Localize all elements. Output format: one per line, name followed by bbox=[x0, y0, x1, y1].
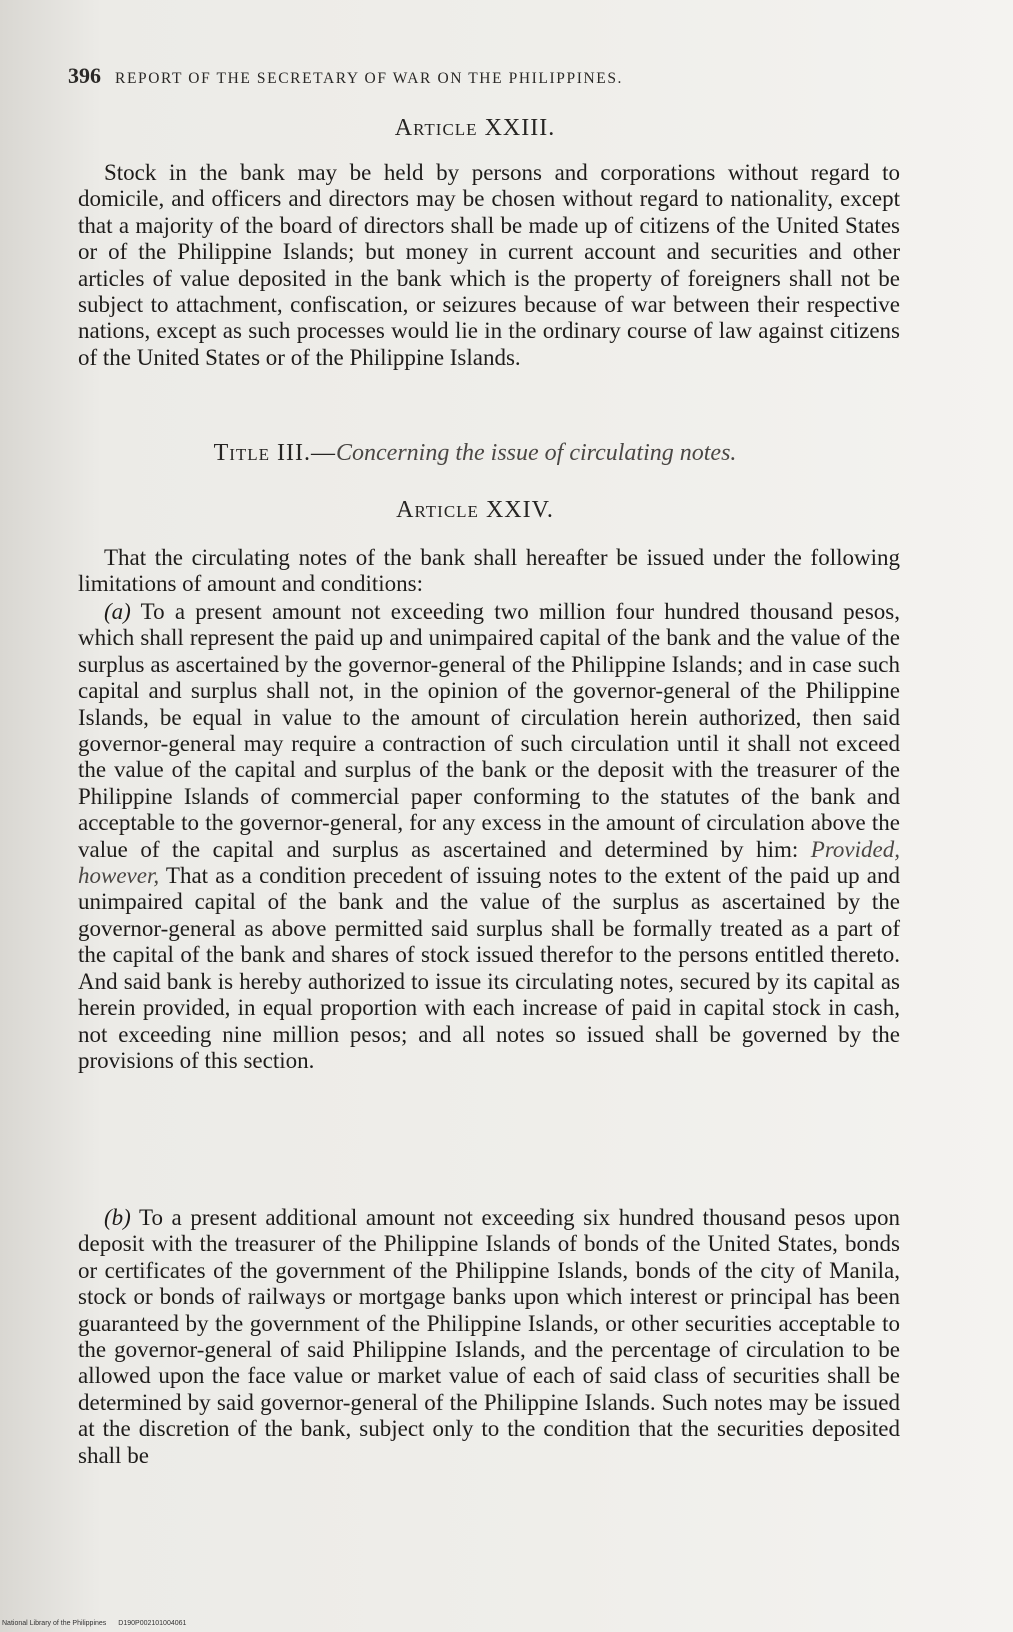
title-3-heading bbox=[60, 440, 890, 467]
running-title: REPORT OF THE SECRETARY OF WAR ON THE PHILIPPINES. bbox=[115, 70, 624, 87]
clause-a bbox=[78, 599, 900, 1074]
article-23-body: Stock in the bank may be held by persons and corporations without regard to domicile, and officers and directors may be chosen without regard to nationality, except that a majority of the board of directors shall be made up of citizens of the United States or of the Philippine Islands; but money in current account and securities and other articles of value deposited in the bank which is the property of foreigners shall not be subject to attachment, confiscation, or seizures because of war between their respective nations, except as such processes would lie in the ordinary course of law against citizens of the United States or of the Philippine Islands. bbox=[78, 160, 900, 370]
running-head bbox=[68, 63, 878, 89]
article-23-heading: Article XXIII. bbox=[394, 115, 556, 141]
clause-a-text-2: That as a condition precedent of issuing notes to the extent of the paid up and unimpaired capital of the bank and the value of the surplus as ascertained by the governor-general as above permitted said surplus shall be formally treated as a part of the capital of the bank and shares of stock issued therefor to the persons entitled thereto. And said bank is hereby authorized to issue its circulating notes, secured by its capital as herein provided, in equal proportion with each increase of paid in capital stock in cash, not exceeding nine million pesos; and all notes so issued shall be governed by the provisions of this section. bbox=[78, 863, 900, 1073]
title-3-subtitle: Concerning the issue of circulating notes. bbox=[336, 440, 737, 466]
scan-footer bbox=[2, 1620, 186, 1627]
scan-identifier: D190P002101004061 bbox=[118, 1620, 187, 1627]
article-24-heading: Article XXIV. bbox=[396, 497, 554, 523]
clause-b-label: (b) bbox=[104, 1205, 131, 1230]
clause-a-text-1: To a present amount not exceeding two million four hundred thousand pesos, which shall represent the paid up and unimpaired capital of the bank and the value of the surplus as ascertained by the governor-general of the Philippine Islands; and in case such capital and surplus shall not, in the opinion of the governor-general of the Philippine Islands, be equal in value to the amount of circulation herein authorized, then said governor-general may require a contraction of such circulation until it shall not exceed the value of the capital and surplus of the bank or the deposit with the treasurer of the Philippine Islands of commercial paper conforming to the statutes of the bank and acceptable to the governor-general, for any excess in the amount of circulation above the value of the capital and surplus as ascertained and determined by him: bbox=[78, 599, 900, 862]
clause-b bbox=[78, 1205, 900, 1469]
page-number: 396 bbox=[68, 63, 101, 88]
clause-a-proviso: Provided, however, bbox=[78, 836, 900, 889]
title-3-prefix: Title III.— bbox=[213, 440, 337, 466]
clause-a-label: (a) bbox=[104, 599, 131, 624]
library-credit: National Library of the Philippines bbox=[2, 1620, 107, 1627]
clause-b-text: To a present additional amount not exceeding six hundred thousand pesos upon deposit with the treasurer of the Philippine Islands of bonds of the United States, bonds or certificates of the government of the Philippine Islands, bonds of the city of Manila, stock or bonds of railways or mortgage banks upon which interest or principal has been guaranteed by the government of the Philippine Islands, or other securities acceptable to the governor-general of said Philippine Islands, and the percentage of circulation to be allowed upon the face value or market value of each of said class of securities shall be determined by said governor-general of the Philippine Islands. Such notes may be issued at the discretion of the bank, subject only to the condition that the securities deposited shall be bbox=[78, 1205, 900, 1468]
article-24-intro: That the circulating notes of the bank shall hereafter be issued under the following limitations of amount and conditions: bbox=[78, 545, 900, 597]
